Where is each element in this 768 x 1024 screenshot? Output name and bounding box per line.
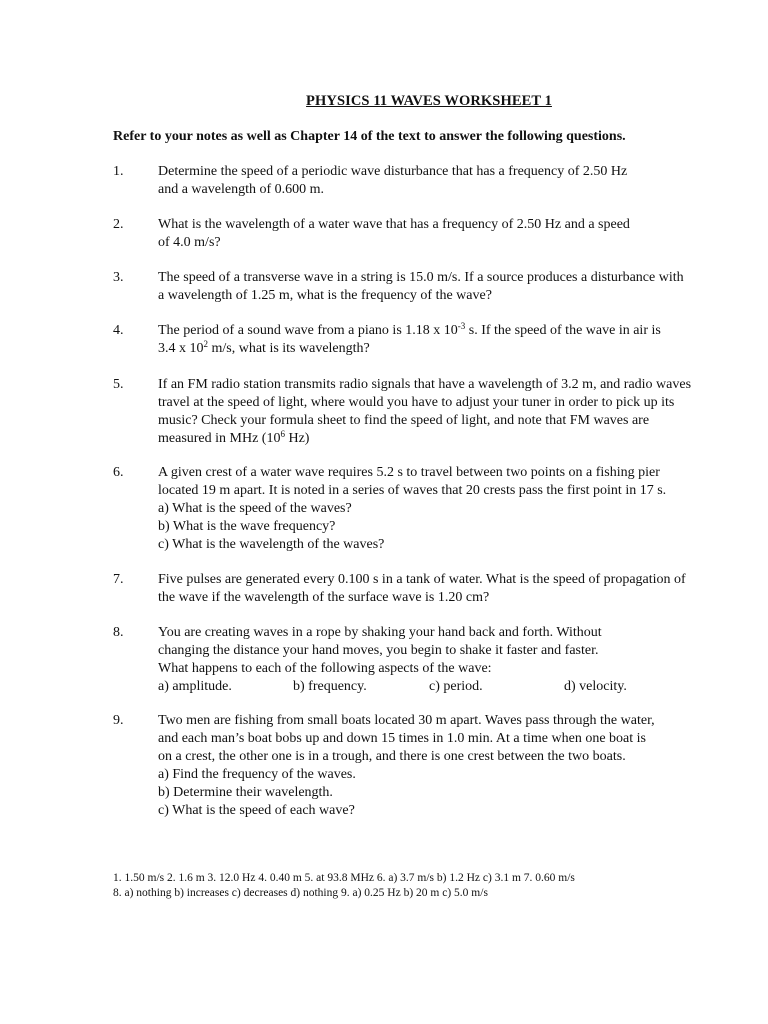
question-text [158, 322, 758, 358]
answer-options [158, 678, 758, 696]
question-part: b) What is the wave frequency? [158, 519, 336, 534]
option-frequency: b) frequency. [293, 679, 367, 694]
question-number: 5. [113, 377, 124, 392]
exponent: 6 [280, 429, 285, 439]
question-line: and a wavelength of 0.600 m. [158, 182, 325, 197]
question-line: A given crest of a water wave requires 5.2 s to travel between two points on a fishing pier [158, 465, 660, 480]
question-line: and each man’s boat bobs up and down 15 times in 1.0 min. At a time when one boat is [158, 731, 646, 746]
question-text [158, 712, 758, 820]
text-run: measured in MHz (10 [158, 431, 281, 446]
text-run: The period of a sound wave from a piano is 1.18 x 10 [158, 323, 458, 338]
question-number: 3. [113, 270, 124, 285]
question-number: 6. [113, 465, 124, 480]
question-line: Five pulses are generated every 0.100 s in a tank of water. What is the speed of propagation of [158, 572, 686, 587]
text-run: s. If the speed of the wave in air is [465, 323, 661, 338]
question-line: changing the distance your hand moves, you begin to shake it faster and faster. [158, 643, 599, 658]
question-line: located 19 m apart. It is noted in a series of waves that 20 crests pass the first point in 17 s. [158, 483, 667, 498]
question-text [158, 269, 758, 305]
question-number: 8. [113, 625, 124, 640]
question-line: You are creating waves in a rope by shaking your hand back and forth. Without [158, 625, 602, 640]
question-line: on a crest, the other one is in a trough, and there is one crest between the two boats. [158, 749, 626, 764]
answer-key [113, 871, 575, 901]
question-number: 2. [113, 217, 124, 232]
question-text [158, 464, 758, 554]
question-text [158, 571, 758, 607]
question-part: a) What is the speed of the waves? [158, 501, 352, 516]
answer-key-line: 8. a) nothing b) increases c) decreases d) nothing 9. a) 0.25 Hz b) 20 m c) 5.0 m/s [113, 887, 488, 899]
question-line [158, 340, 758, 358]
question-text [158, 624, 758, 696]
option-velocity: d) velocity. [564, 679, 627, 694]
worksheet-title: PHYSICS 11 WAVES WORKSHEET 1 [306, 93, 552, 109]
question-text [158, 216, 758, 252]
question-line: What is the wavelength of a water wave that has a frequency of 2.50 Hz and a speed [158, 217, 630, 232]
question-line [158, 322, 758, 340]
question-line: The speed of a transverse wave in a string is 15.0 m/s. If a source produces a disturbance with [158, 270, 684, 285]
question-text [158, 376, 758, 448]
question-number: 4. [113, 323, 124, 338]
answer-key-line: 1. 1.50 m/s 2. 1.6 m 3. 12.0 Hz 4. 0.40 m 5. at 93.8 MHz 6. a) 3.7 m/s b) 1.2 Hz c) 3.1 m 7. 0.60 m/s [113, 872, 575, 884]
question-line: music? Check your formula sheet to find the speed of light, and note that FM waves are [158, 413, 650, 428]
question-line: Determine the speed of a periodic wave disturbance that has a frequency of 2.50 Hz [158, 164, 628, 179]
question-part: c) What is the wavelength of the waves? [158, 537, 385, 552]
text-run: Hz) [284, 431, 310, 446]
question-number: 7. [113, 572, 124, 587]
text-run: 3.4 x 10 [158, 341, 204, 356]
question-line: Two men are fishing from small boats located 30 m apart. Waves pass through the water, [158, 713, 655, 728]
option-amplitude: a) amplitude. [158, 679, 232, 694]
question-part: a) Find the frequency of the waves. [158, 767, 356, 782]
question-number: 9. [113, 713, 124, 728]
question-number: 1. [113, 164, 124, 179]
question-line: of 4.0 m/s? [158, 235, 221, 250]
question-part: c) What is the speed of each wave? [158, 803, 355, 818]
exponent: 2 [203, 339, 208, 349]
question-line: the wave if the wavelength of the surface wave is 1.20 cm? [158, 590, 490, 605]
question-part: b) Determine their wavelength. [158, 785, 333, 800]
question-line: a wavelength of 1.25 m, what is the frequency of the wave? [158, 288, 492, 303]
question-line: If an FM radio station transmits radio signals that have a wavelength of 3.2 m, and radio waves [158, 377, 692, 392]
question-line [158, 430, 758, 448]
option-period: c) period. [429, 679, 483, 694]
text-run: m/s, what is its wavelength? [208, 341, 370, 356]
question-line: travel at the speed of light, where would you have to adjust your tuner in order to pick up its [158, 395, 675, 410]
instructions: Refer to your notes as well as Chapter 14 of the text to answer the following questions. [113, 129, 626, 144]
question-line: What happens to each of the following aspects of the wave: [158, 661, 492, 676]
question-text [158, 163, 758, 199]
exponent: -3 [457, 321, 466, 331]
